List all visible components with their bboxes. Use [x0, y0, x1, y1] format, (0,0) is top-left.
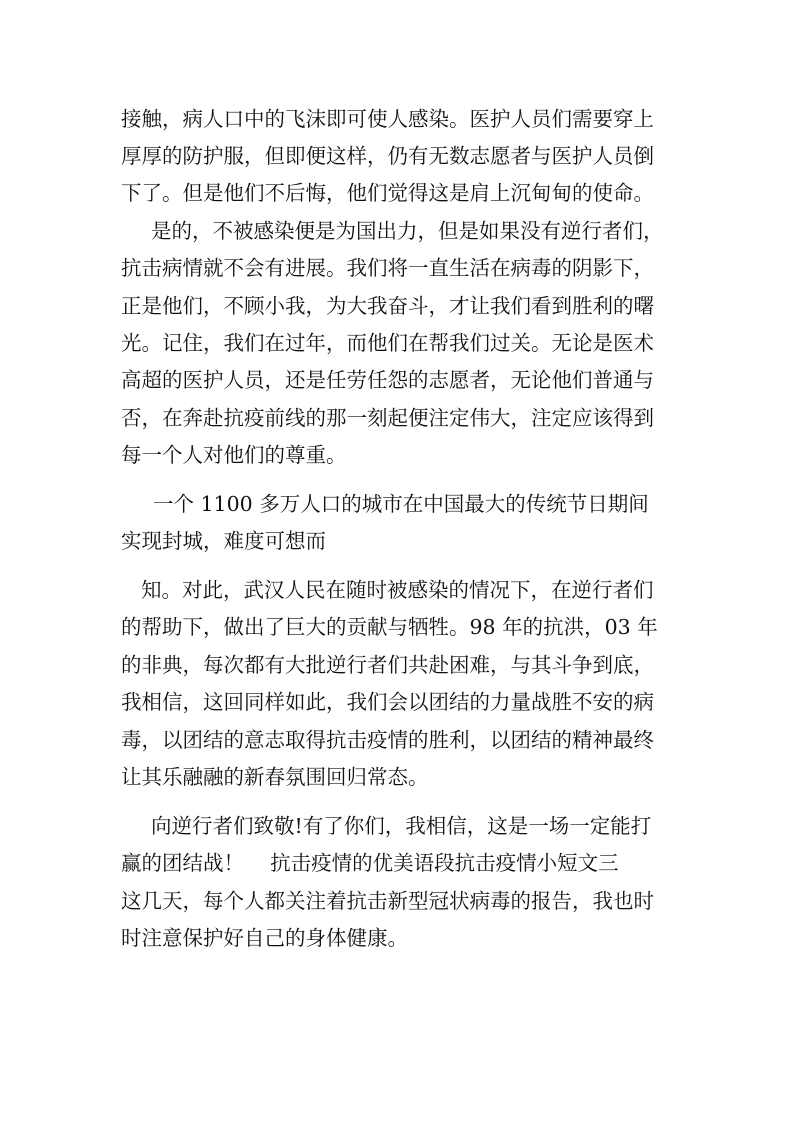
text-line: 正是他们，不顾小我，为大我奋斗，才让我们看到胜利的曙 [121, 294, 654, 318]
text-line: 抗击病情就不会有进展。我们将一直生活在病毒的阴影下， [121, 256, 654, 280]
text-line: 是的，不被感染便是为国出力，但是如果没有逆行者们， [151, 219, 664, 243]
text-line: 的非典，每次都有大批逆行者们共赴困难，与其斗争到底， [121, 653, 654, 677]
text-line: 时注意保护好自己的身体健康。 [121, 926, 408, 950]
text-line: 我相信，这回同样如此，我们会以团结的力量战胜不安的病 [121, 690, 654, 714]
text-line: 每一个人对他们的尊重。 [121, 443, 347, 467]
text-line: 高超的医护人员，还是任劳任怨的志愿者，无论他们普通与 [121, 368, 654, 392]
text-line: 否，在奔赴抗疫前线的那一刻起便注定伟大，注定应该得到 [121, 406, 654, 430]
text-line: 接触，病人口中的飞沫即可使人感染。医护人员们需要穿上 [121, 107, 654, 131]
text-line: 向逆行者们致敬!有了你们，我相信，这是一场一定能打 [151, 814, 652, 838]
text-line: 这几天，每个人都关注着抗击新型冠状病毒的报告，我也时 [121, 889, 654, 913]
text-line: 光。记住，我们在过年，而他们在帮我们过关。无论是医术 [121, 331, 654, 355]
text-line: 让其乐融融的新春氛围回归常态。 [121, 765, 429, 789]
text-line: 厚厚的防护服，但即便这样，仍有无数志愿者与医护人员倒 [121, 144, 654, 168]
text-line: 下了。但是他们不后悔，他们觉得这是肩上沉甸甸的使命。 [121, 181, 654, 205]
text-line: 毒，以团结的意志取得抗击疫情的胜利，以团结的精神最终 [121, 728, 654, 752]
text-line: 赢的团结战！ 抗击疫情的优美语段抗击疫情小短文三 [121, 851, 619, 875]
text-line: 的帮助下，做出了巨大的贡献与牺牲。98 年的抗洪，03 年 [121, 615, 658, 639]
text-line: 实现封城，难度可想而 [121, 529, 326, 553]
text-line: 一个 1100 多万人口的城市在中国最大的传统节日期间 [153, 492, 649, 516]
text-line: 知。对此，武汉人民在随时被感染的情况下，在逆行者们 [141, 578, 654, 602]
